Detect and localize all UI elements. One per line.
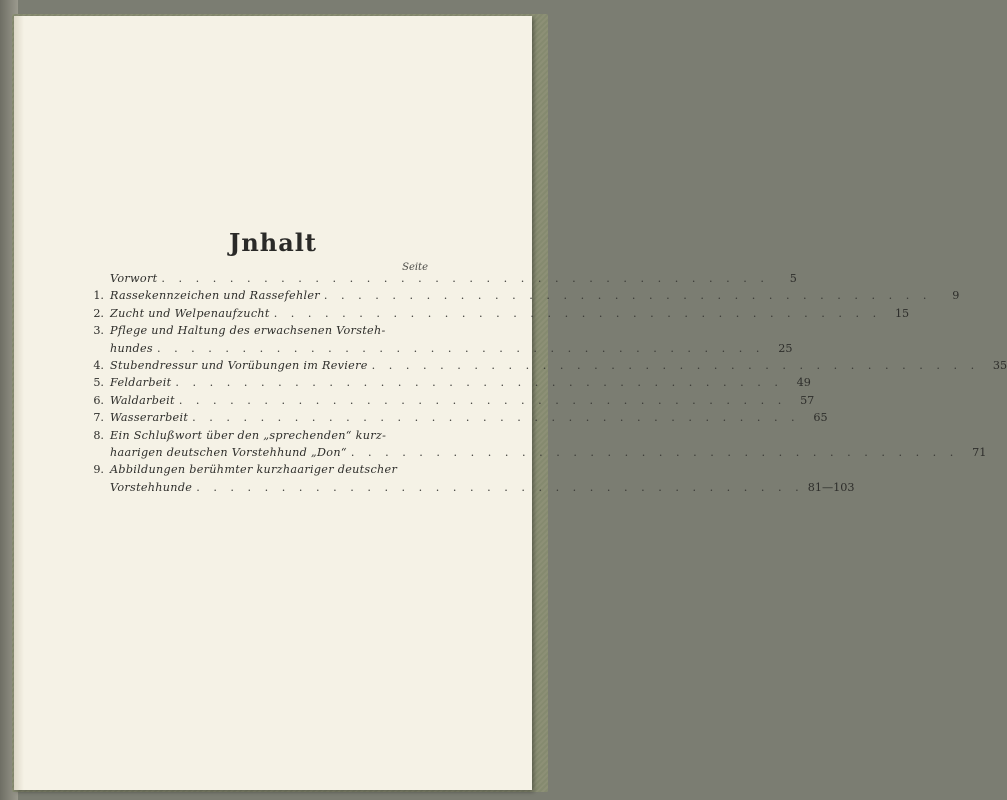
toc-entry (76, 272, 797, 289)
entry-number: 1. (93, 289, 104, 303)
entry-number: 6. (93, 393, 104, 407)
toc-entry (76, 411, 828, 428)
entry-text: Vorstehhunde (110, 480, 193, 494)
toc-entry (76, 480, 855, 498)
toc-entry (76, 289, 960, 306)
book-page (14, 16, 1007, 790)
entry-text: Rassekennzeichen und Rassefehler (110, 289, 320, 303)
page-number: 81—103 (807, 480, 855, 494)
column-header: Seite (402, 262, 428, 273)
page-number: 71 (972, 445, 987, 459)
dot-leader: . . . . . . . . . . . . . . . . . . . . . . . . . . . . . . . . . . . . (175, 376, 783, 390)
dot-leader: . . . . . . . . . . . . . . . . . . . . . . . . . . . . . . . . . . . . (350, 445, 959, 459)
entry-text: Vorwort (110, 272, 158, 285)
entry-number: 2. (93, 306, 104, 320)
toc-entry (76, 463, 428, 480)
dot-leader: . . . . . . . . . . . . . . . . . . . . . . . . . . . . . . . . . . . . (156, 341, 765, 355)
dot-leader: . . . . . . . . . . . . . . . . . . . . . . . . . . . . . . . . . . . . (192, 411, 800, 425)
page-number: 25 (778, 341, 793, 355)
entry-number: 5. (93, 376, 104, 390)
page-title: Jnhalt (228, 228, 317, 257)
dot-leader: . . . . . . . . . . . . . . . . . . . . . . . . . . . . . . . . . . . . (161, 272, 769, 285)
entry-number: 9. (93, 463, 104, 477)
entry-text: Zucht und Welpenaufzucht (110, 306, 270, 320)
page-number: 49 (796, 376, 811, 390)
entry-number: 8. (93, 428, 104, 442)
entry-text: Abbildungen berühmter kurzhaariger deutscher (110, 463, 398, 477)
entry-text: Wasserarbeit (110, 411, 189, 425)
toc-entry (76, 324, 428, 341)
entry-text: Ein Schlußwort über den „sprechenden“ kurz- (110, 428, 387, 442)
dot-leader: . . . . . . . . . . . . . . . . . . . . . . . . . . . . . . . . . . . . (196, 480, 804, 494)
dot-leader: . . . . . . . . . . . . . . . . . . . . . . . . . . . . . . . . . . . . (178, 393, 787, 407)
entry-number: 4. (93, 358, 104, 372)
toc-entry (76, 341, 793, 359)
toc-entry (76, 358, 1007, 376)
toc-entry (76, 445, 987, 463)
page-number: 9 (952, 289, 960, 303)
toc-entry (76, 376, 811, 393)
entry-text: haarigen deutschen Vorstehhund „Don“ (110, 445, 347, 459)
page-gutter (14, 16, 24, 790)
page-number: 5 (789, 272, 797, 285)
entry-number: 7. (93, 411, 104, 425)
entry-text: Feldarbeit (110, 376, 172, 390)
page-number: 35 (992, 358, 1007, 372)
entry-text: Stubendressur und Vorübungen im Reviere (110, 358, 368, 372)
dot-leader: . . . . . . . . . . . . . . . . . . . . . . . . . . . . . . . . . . . . (323, 289, 932, 303)
entry-text: Waldarbeit (110, 393, 175, 407)
page-number: 15 (894, 306, 910, 320)
toc-entry (76, 306, 910, 324)
entry-text: Pflege und Haltung des erwachsenen Vorsteh- (110, 324, 386, 338)
page-number: 65 (813, 411, 828, 425)
entry-number: 3. (93, 324, 104, 338)
table-of-contents (76, 272, 1007, 498)
toc-entry (76, 429, 428, 446)
entry-text: hundes (110, 341, 153, 355)
page-number: 57 (800, 393, 815, 407)
toc-entry (76, 393, 815, 411)
dot-leader: . . . . . . . . . . . . . . . . . . . . . . . . . . . . . . . . . . . . (371, 358, 980, 372)
dot-leader: . . . . . . . . . . . . . . . . . . . . . . . . . . . . . . . . . . . . (273, 306, 882, 320)
